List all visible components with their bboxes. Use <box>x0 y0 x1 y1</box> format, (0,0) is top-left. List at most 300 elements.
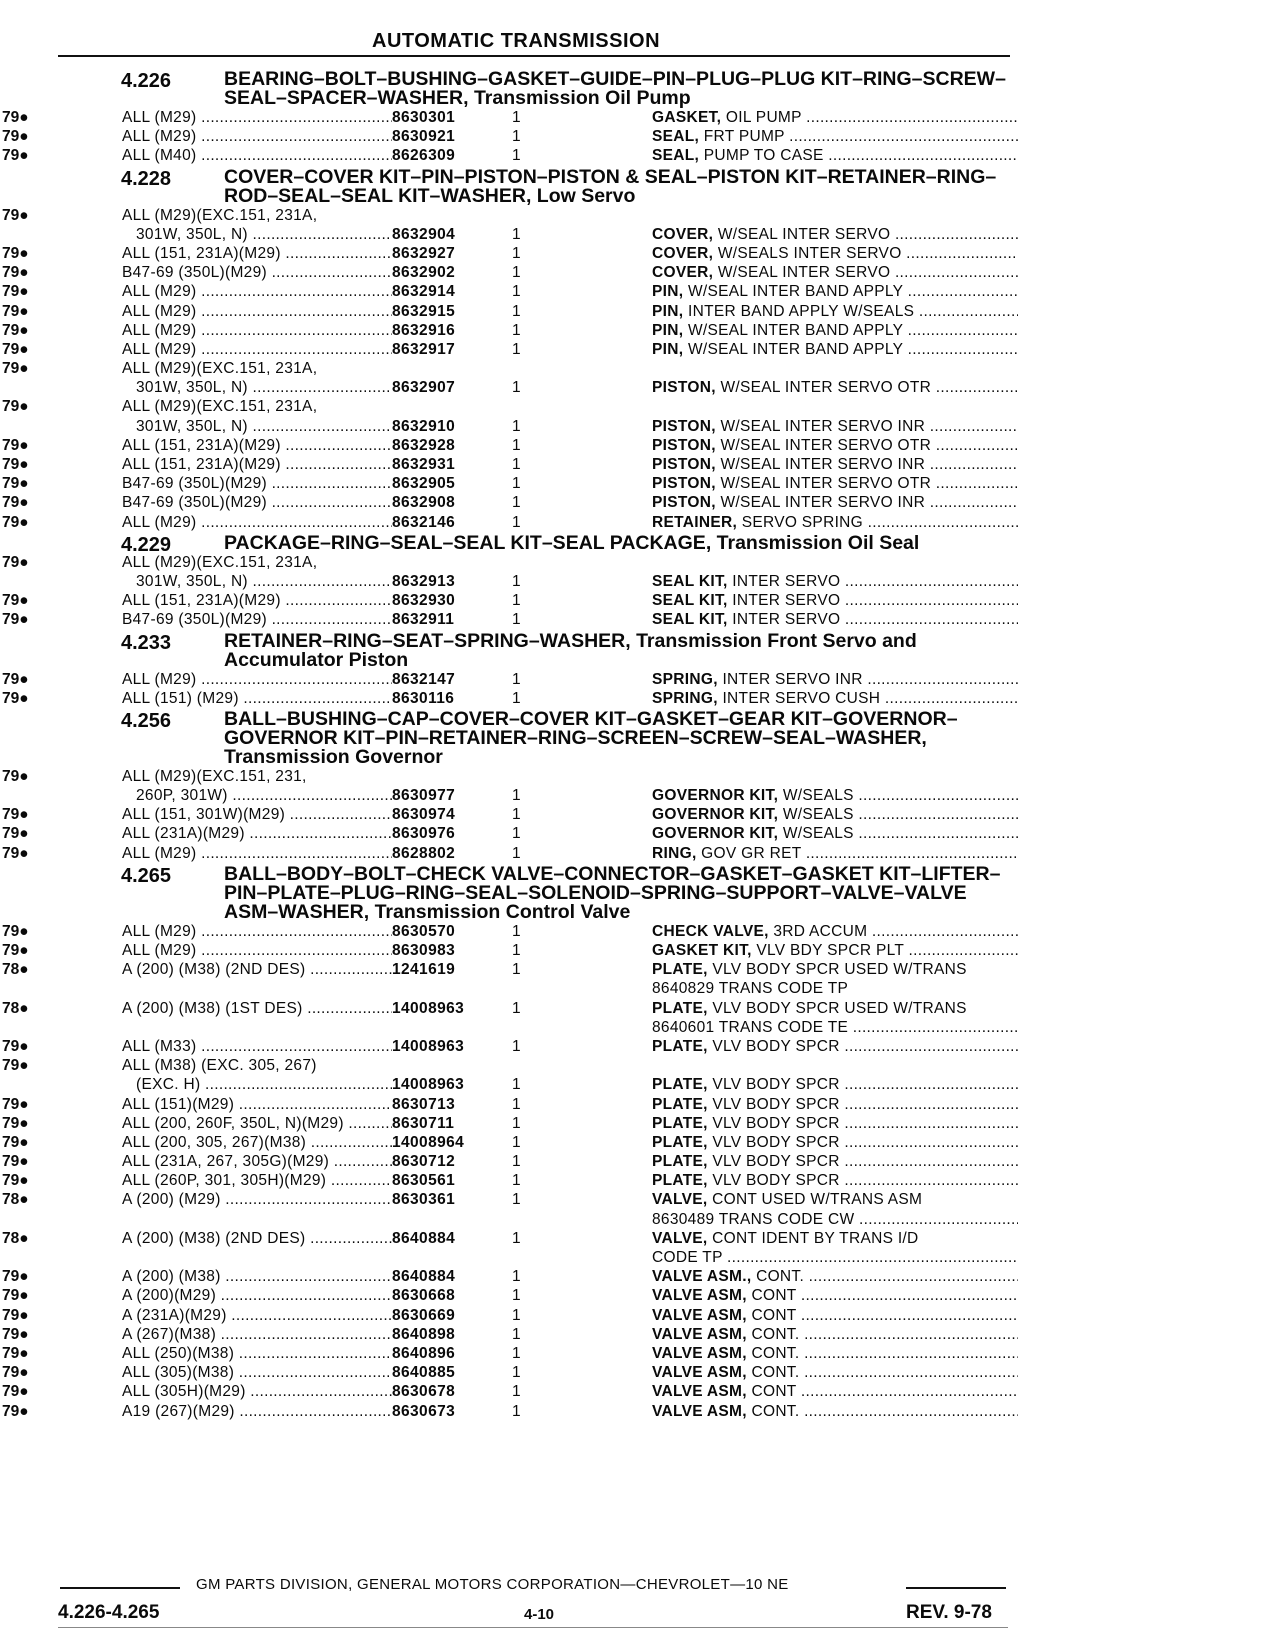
application: 301W, 350L, N) ..... <box>122 378 392 397</box>
quantity: 1 <box>512 109 521 126</box>
description <box>652 1037 1018 1056</box>
column-gap <box>542 1267 652 1286</box>
application: 301W, 350L, N) ..... <box>122 572 392 591</box>
quantity: 1 <box>512 379 521 397</box>
application: 301W, 350L, N) ..... <box>122 417 392 436</box>
description-detail: CONT. ..... <box>751 1345 1018 1362</box>
part-number: 8632904 <box>392 225 456 243</box>
description-detail: VLV BODY SPCR ..... <box>712 1134 1018 1151</box>
application: B47-69 (350L)(M29) ..... <box>122 493 392 512</box>
description <box>652 767 1018 786</box>
description-detail: W/SEALS ..... <box>783 787 1018 804</box>
part-row <box>0 805 1280 824</box>
illustration-page: 79● <box>2 1153 29 1171</box>
illustration-page: 79● <box>2 1306 29 1324</box>
section-number: 4.233 <box>121 631 172 654</box>
description-noun: VALVE ASM, <box>652 1306 747 1324</box>
part-row <box>0 572 1280 591</box>
column-gap <box>542 1306 652 1325</box>
quantity: 1 <box>512 1364 521 1382</box>
part-row <box>0 824 1280 843</box>
illustration-page: 79● <box>2 844 29 862</box>
column-gap <box>542 1114 652 1133</box>
illustration-page: 79● <box>2 611 29 629</box>
footer-division: GM PARTS DIVISION, GENERAL MOTORS CORPORATION—CHEVROLET—10 NE <box>196 1576 789 1593</box>
column-gap <box>542 474 652 493</box>
description-detail: W/SEAL INTER SERVO INR ..... <box>720 494 1018 511</box>
application: 301W, 350L, N) ..... <box>122 225 392 244</box>
description <box>652 1402 1018 1421</box>
illustration-page: 79● <box>2 806 29 824</box>
description <box>652 1018 1018 1037</box>
part-number: 8632911 <box>392 611 455 629</box>
part-row <box>0 1286 1280 1305</box>
column-gap <box>542 359 652 378</box>
description-detail: CONT. ..... <box>751 1403 1018 1420</box>
quantity: 1 <box>512 321 521 339</box>
part-row <box>0 1344 1280 1363</box>
description-noun: PLATE, <box>652 1172 708 1190</box>
description <box>652 1075 1018 1094</box>
column-gap <box>58 397 122 416</box>
column-gap <box>542 824 652 843</box>
application: ALL (M29) ..... <box>122 340 392 359</box>
column-gap <box>542 1248 652 1267</box>
column-gap <box>58 1325 122 1344</box>
part-number: 8630921 <box>392 128 456 146</box>
description-noun: PISTON, <box>652 494 716 512</box>
part-row <box>0 1382 1280 1401</box>
application: ALL (M29) ..... <box>122 127 392 146</box>
column-gap <box>58 979 122 998</box>
section-title: COVER–COVER KIT–PIN–PISTON–PISTON & SEAL–PISTON KIT–RETAINER–RING–ROD–SEAL–SEAL KIT–WASHER, Low Servo <box>224 165 997 207</box>
illustration-page: 79● <box>2 1344 29 1362</box>
column-gap <box>542 1344 652 1363</box>
quantity: 1 <box>512 475 521 493</box>
illustration-page <box>0 979 58 998</box>
description <box>652 824 1018 843</box>
part-number: 8630668 <box>392 1287 456 1305</box>
description <box>652 455 1018 474</box>
description <box>652 941 1018 960</box>
description <box>652 1152 1018 1171</box>
part-number <box>392 206 512 225</box>
quantity <box>512 206 542 225</box>
section-header <box>0 70 1280 108</box>
quantity: 1 <box>512 147 521 165</box>
column-gap <box>542 225 652 244</box>
quantity: 1 <box>512 436 521 454</box>
part-row <box>0 922 1280 941</box>
column-gap <box>58 513 122 532</box>
quantity: 1 <box>512 787 521 805</box>
section-title: BALL–BUSHING–CAP–COVER–COVER KIT–GASKET–GEAR KIT–GOVERNOR–GOVERNOR KIT–PIN–RETAINER–RING–SCREEN–SCREW–SEAL–WASHER, Transmission Governor <box>224 707 958 768</box>
description-noun: SPRING, <box>652 689 718 707</box>
column-gap <box>58 1248 122 1267</box>
column-gap <box>542 378 652 397</box>
part-number <box>392 979 512 998</box>
description-detail: W/SEAL INTER BAND APPLY ..... <box>688 283 1018 300</box>
illustration-page: 79● <box>2 436 29 454</box>
part-number: 14008963 <box>392 999 465 1017</box>
description-detail: CODE TP ..... <box>652 1249 1018 1266</box>
column-gap <box>542 1152 652 1171</box>
quantity: 1 <box>512 592 521 610</box>
description <box>652 397 1018 416</box>
description-noun: PLATE, <box>652 1153 708 1171</box>
application: (EXC. H) ..... <box>122 1075 392 1094</box>
part-number: 8632905 <box>392 475 456 493</box>
quantity: 1 <box>512 1114 521 1132</box>
illustration-page: 79● <box>2 398 29 416</box>
part-row <box>0 591 1280 610</box>
description-noun: RETAINER, <box>652 513 738 531</box>
column-gap <box>58 1229 122 1248</box>
column-gap <box>58 786 122 805</box>
column-gap <box>58 960 122 979</box>
part-number <box>392 1210 512 1229</box>
description-detail: CONT ..... <box>751 1383 1018 1400</box>
section-number: 4.256 <box>121 709 172 732</box>
part-number: 8630711 <box>392 1114 455 1132</box>
application: ALL (M29)(EXC.151, 231A, <box>122 360 318 378</box>
column-gap <box>58 282 122 301</box>
part-row <box>0 1114 1280 1133</box>
application: ALL (260P, 301, 305H)(M29) ..... <box>122 1171 392 1190</box>
part-number: 8632931 <box>392 456 456 473</box>
description-noun: PISTON, <box>652 475 716 493</box>
quantity: 1 <box>512 1133 521 1151</box>
description-noun: PLATE, <box>652 999 708 1017</box>
column-gap <box>542 146 652 165</box>
column-gap <box>542 244 652 263</box>
quantity: 1 <box>512 1268 521 1286</box>
column-gap <box>542 922 652 941</box>
description <box>652 553 1018 572</box>
illustration-page: 79● <box>2 1325 29 1343</box>
quantity: 1 <box>512 456 521 473</box>
section-number: 4.229 <box>121 533 172 556</box>
column-gap <box>542 805 652 824</box>
description-noun: PLATE, <box>652 961 708 979</box>
application: ALL (151)(M29) ..... <box>122 1095 392 1114</box>
column-gap <box>542 767 652 786</box>
part-row <box>0 786 1280 805</box>
description-noun: VALVE, <box>652 1229 708 1247</box>
description-detail: W/SEAL INTER SERVO OTR ..... <box>720 475 1018 492</box>
quantity: 1 <box>512 1037 521 1055</box>
application: ALL (151, 301W)(M29) ..... <box>122 805 392 824</box>
description <box>652 1344 1018 1363</box>
part-row <box>0 493 1280 512</box>
part-number: 8630977 <box>392 787 456 805</box>
footer-section-range: 4.226-4.265 <box>58 1602 160 1623</box>
column-gap <box>542 979 652 998</box>
part-number: 8632910 <box>392 417 456 435</box>
description-detail: W/SEAL INTER BAND APPLY ..... <box>688 341 1018 358</box>
quantity: 1 <box>512 1306 521 1324</box>
description-detail: W/SEAL INTER SERVO OTR ..... <box>720 379 1018 396</box>
description <box>652 805 1018 824</box>
quantity: 1 <box>512 225 521 243</box>
column-gap <box>542 397 652 416</box>
column-gap <box>58 340 122 359</box>
quantity: 1 <box>512 1344 521 1362</box>
application: ALL (M29)(EXC.151, 231A, <box>122 553 318 571</box>
part-row <box>0 1037 1280 1056</box>
description <box>652 1286 1018 1305</box>
part-row <box>0 436 1280 455</box>
application: ALL (M29)(EXC.151, 231A, <box>122 206 318 224</box>
quantity: 1 <box>512 1383 521 1401</box>
description-detail: FRT PUMP ..... <box>704 128 1018 145</box>
application: A (267)(M38) ..... <box>122 1325 392 1344</box>
quantity: 1 <box>512 302 521 320</box>
description-noun: PLATE, <box>652 1037 708 1055</box>
column-gap <box>58 474 122 493</box>
part-number: 8640884 <box>392 1229 456 1247</box>
part-row <box>0 127 1280 146</box>
description-noun: PLATE, <box>652 1133 708 1151</box>
application: A (200) (M29) ..... <box>122 1190 392 1209</box>
section-header <box>0 862 1280 923</box>
description-noun: VALVE ASM, <box>652 1402 747 1420</box>
quantity: 1 <box>512 1191 521 1209</box>
column-gap <box>542 844 652 863</box>
column-gap <box>542 493 652 512</box>
description <box>652 302 1018 321</box>
description-noun: COVER, <box>652 264 714 282</box>
illustration-page: 79● <box>2 1287 29 1305</box>
illustration-page <box>0 225 58 244</box>
description <box>652 1190 1018 1209</box>
description <box>652 1248 1018 1267</box>
column-gap <box>542 1402 652 1421</box>
part-row <box>0 1018 1280 1037</box>
part-number: 8630361 <box>392 1191 456 1209</box>
description <box>652 1133 1018 1152</box>
column-gap <box>542 1325 652 1344</box>
description-detail: INTER SERVO ..... <box>732 611 1018 628</box>
part-number: 8640896 <box>392 1344 456 1362</box>
quantity: 1 <box>512 1229 521 1247</box>
description <box>652 591 1018 610</box>
section-number: 4.226 <box>121 70 172 92</box>
section-title: RETAINER–RING–SEAT–SPRING–WASHER, Transmission Front Servo and Accumulator Piston <box>224 629 917 671</box>
application <box>122 979 392 998</box>
part-row <box>0 1267 1280 1286</box>
column-gap <box>58 1210 122 1229</box>
description <box>652 1306 1018 1325</box>
application: ALL (151, 231A)(M29) ..... <box>122 455 392 474</box>
application: ALL (200, 305, 267)(M38) ..... <box>122 1133 392 1152</box>
part-row <box>0 340 1280 359</box>
description-noun: COVER, <box>652 244 714 262</box>
column-gap <box>542 302 652 321</box>
application: ALL (M38) (EXC. 305, 267) <box>122 1057 317 1075</box>
part-row <box>0 689 1280 708</box>
part-number: 8630301 <box>392 109 456 126</box>
description-noun: VALVE ASM, <box>652 1325 747 1343</box>
part-row <box>0 1402 1280 1421</box>
illustration-page: 79● <box>2 264 29 282</box>
description <box>652 999 1018 1018</box>
illustration-page: 79● <box>2 456 29 473</box>
quantity: 1 <box>512 494 521 512</box>
quantity <box>512 979 542 998</box>
description-detail: CONT ..... <box>751 1307 1018 1324</box>
description-noun: SEAL KIT, <box>652 592 728 610</box>
quantity: 1 <box>512 844 521 862</box>
application: ALL (M29) ..... <box>122 321 392 340</box>
description <box>652 146 1018 165</box>
application: B47-69 (350L)(M29) ..... <box>122 474 392 493</box>
header-rule <box>58 55 1010 57</box>
description <box>652 417 1018 436</box>
part-number: 8630669 <box>392 1306 456 1324</box>
column-gap <box>542 321 652 340</box>
description <box>652 1056 1018 1075</box>
description-detail: 8640601 TRANS CODE TE ..... <box>652 1019 1018 1036</box>
application: A (200) (M38) ..... <box>122 1267 392 1286</box>
part-number: 8630678 <box>392 1383 456 1401</box>
application: ALL (M33) ..... <box>122 1037 392 1056</box>
illustration-page: 79● <box>2 302 29 320</box>
column-gap <box>542 513 652 532</box>
part-number: 14008963 <box>392 1076 465 1094</box>
description <box>652 1095 1018 1114</box>
quantity: 1 <box>512 1325 521 1343</box>
description <box>652 1171 1018 1190</box>
part-number: 8632913 <box>392 572 456 590</box>
quantity: 1 <box>512 572 521 590</box>
quantity: 1 <box>512 825 521 843</box>
description-noun: SEAL KIT, <box>652 572 728 590</box>
column-gap <box>58 1133 122 1152</box>
part-row <box>0 282 1280 301</box>
column-gap <box>58 378 122 397</box>
description <box>652 321 1018 340</box>
column-gap <box>58 359 122 378</box>
description <box>652 340 1018 359</box>
description-noun: VALVE ASM, <box>652 1287 747 1305</box>
illustration-page: 79● <box>2 1383 29 1401</box>
illustration-page <box>0 1248 58 1267</box>
application: A19 (267)(M29) ..... <box>122 1402 392 1421</box>
column-gap <box>542 127 652 146</box>
part-row <box>0 553 1280 572</box>
column-gap <box>58 1382 122 1401</box>
quantity <box>512 553 542 572</box>
description-detail: VLV BODY SPCR ..... <box>712 1115 1018 1132</box>
quantity <box>512 359 542 378</box>
description-noun: VALVE ASM, <box>652 1383 747 1401</box>
column-gap <box>58 1152 122 1171</box>
description-noun: GOVERNOR KIT, <box>652 806 779 824</box>
description-detail: VLV BODY SPCR ..... <box>712 1076 1018 1093</box>
description-noun: GASKET KIT, <box>652 942 752 959</box>
description-detail: W/SEAL INTER SERVO INR ..... <box>720 418 1018 435</box>
column-gap <box>542 1133 652 1152</box>
part-row <box>0 999 1280 1018</box>
illustration-page: 78● <box>2 1229 29 1247</box>
illustration-page: 79● <box>2 475 29 493</box>
description <box>652 1114 1018 1133</box>
column-gap <box>542 1229 652 1248</box>
column-gap <box>542 1363 652 1382</box>
column-gap <box>542 263 652 282</box>
description-detail: W/SEAL INTER SERVO OTR ..... <box>720 437 1018 454</box>
quantity: 1 <box>512 942 521 959</box>
column-gap <box>58 805 122 824</box>
column-gap <box>58 1171 122 1190</box>
part-row <box>0 1095 1280 1114</box>
description-noun: CHECK VALVE, <box>652 922 769 940</box>
quantity: 1 <box>512 1172 521 1190</box>
description-detail: VLV BODY SPCR ..... <box>712 1096 1018 1113</box>
quantity <box>512 1056 542 1075</box>
illustration-page: 79● <box>2 206 29 224</box>
description-detail: INTER SERVO ..... <box>732 573 1018 590</box>
illustration-page: 79● <box>2 1172 29 1190</box>
description-detail: SERVO SPRING ..... <box>742 514 1018 531</box>
quantity: 1 <box>512 806 521 824</box>
footer-rule-right <box>906 1587 1006 1589</box>
part-row <box>0 302 1280 321</box>
application: ALL (231A)(M29) ..... <box>122 824 392 843</box>
column-gap <box>58 1095 122 1114</box>
description-detail: VLV BODY SPCR ..... <box>712 1153 1018 1170</box>
illustration-page: 79● <box>2 670 29 688</box>
quantity: 1 <box>512 1095 521 1113</box>
illustration-page: 79● <box>2 494 29 512</box>
application: ALL (M29) ..... <box>122 108 392 127</box>
part-row <box>0 263 1280 282</box>
part-row <box>0 1171 1280 1190</box>
column-gap <box>58 493 122 512</box>
description-detail: CONT ..... <box>751 1287 1018 1304</box>
illustration-page: 79● <box>2 1037 29 1055</box>
section-title: BALL–BODY–BOLT–CHECK VALVE–CONNECTOR–GASKET–GASKET KIT–LIFTER–PIN–PLATE–PLUG–RING–SEAL–SOLENOID–SPRING–SUPPORT–VALVE–VALVE ASM–WASHER, Transmission Control Valve <box>224 862 1001 923</box>
description-detail: INTER SERVO INR ..... <box>722 671 1018 688</box>
application: ALL (305)(M38) ..... <box>122 1363 392 1382</box>
illustration-page: 79● <box>2 1133 29 1151</box>
description <box>652 244 1018 263</box>
description-detail: W/SEAL INTER SERVO ..... <box>718 226 1018 243</box>
part-number: 8628802 <box>392 844 456 862</box>
description-noun: PISTON, <box>652 456 716 473</box>
column-gap <box>542 1056 652 1075</box>
description-noun: PLATE, <box>652 1095 708 1113</box>
column-gap <box>58 1037 122 1056</box>
description <box>652 979 1018 998</box>
part-number: 8630116 <box>392 689 455 707</box>
part-row <box>0 206 1280 225</box>
description-noun: PISTON, <box>652 379 716 397</box>
quantity: 1 <box>512 999 521 1017</box>
column-gap <box>542 1095 652 1114</box>
column-gap <box>542 340 652 359</box>
column-gap <box>542 1210 652 1229</box>
illustration-page: 79● <box>2 244 29 262</box>
column-gap <box>58 999 122 1018</box>
part-row <box>0 474 1280 493</box>
column-gap <box>542 786 652 805</box>
description-detail: W/SEAL INTER SERVO INR ..... <box>720 456 1018 473</box>
description-detail: W/SEALS ..... <box>783 825 1018 842</box>
column-gap <box>542 960 652 979</box>
description-detail: OIL PUMP ..... <box>726 109 1018 126</box>
